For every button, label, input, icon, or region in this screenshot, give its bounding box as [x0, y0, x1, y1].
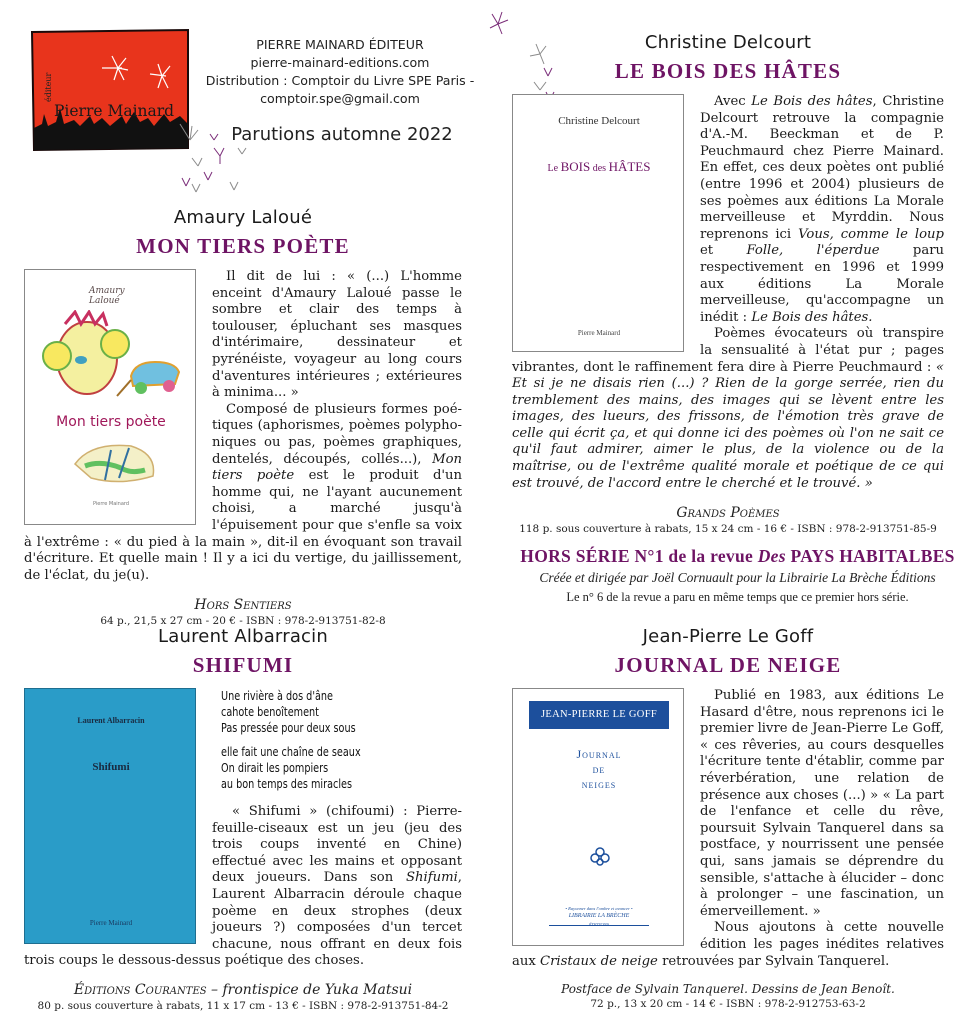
poem-stanza: Une rivière à dos d'âne cahote benoîtement Pas pressée pour deux sous [221, 688, 356, 735]
seed-icon [192, 184, 200, 192]
book-title: MON TIERS POÈTE [136, 234, 350, 258]
seed-icon [192, 158, 202, 166]
poem-excerpt [221, 688, 428, 792]
cover-title: Journal de neiges [576, 747, 622, 791]
collection-name: Grands Poèmes [676, 505, 780, 522]
cover-publisher: Pierre Mainard [89, 919, 133, 927]
book-cover[interactable] [512, 94, 684, 352]
publisher-website[interactable]: pierre-mainard-editions.com [250, 55, 430, 70]
book-section-delcourt [512, 30, 944, 535]
seed-icon [180, 124, 198, 140]
description-paragraph: Publié en 1983, aux éditions Le Hasard d'être, nous reprenons ici le premier livre de Jean-Pierre Le Goff, « ces rêveries, au cours desquelles l'écriture tente d'établir, comme par réverbération, une relation de présence aux choses (...) » « La part de l'enfance et celle du rêve, poursuit Sylvain Tanquerel dans sa postface, y nourrissent une pensée qui, sans jamais se déprendre du sensible, s'attache à élucider – donc à prolonger – une fascination, un émerveillement. » [700, 688, 944, 919]
hors-serie-title: HORS SÉRIE N°1 de la revue Des PAYS HABITALBES [520, 546, 955, 566]
cover-imprint-sub: ÉDITIONS [589, 922, 609, 927]
cover-title: Shifumi [92, 761, 130, 773]
collection-name: Éditions Courantes – frontispice de Yuka Matsui [73, 981, 413, 998]
cover-title: Le BOIS des HÂTES [547, 159, 651, 174]
book-author: Jean-Pierre Le Goff [642, 626, 814, 647]
poem-stanza: elle fait une chaîne de seaux On dirait les pompiers au bon temps des miracles [221, 744, 361, 791]
book-description [24, 688, 462, 970]
book-specs: 118 p. sous couverture à rabats, 15 x 24 cm - 16 € - ISBN : 978-2-913751-85-9 [519, 523, 937, 536]
book-cover[interactable] [24, 269, 196, 525]
book-title: JOURNAL DE NEIGE [614, 653, 842, 677]
book-specs: 64 p., 21,5 x 27 cm - 20 € - ISBN : 978-2-913751-82-8 [100, 615, 386, 628]
seed-icon [204, 172, 212, 180]
book-title: LE BOIS DES HÂTES [614, 59, 842, 83]
hors-serie-subtitle: Créée et dirigée par Joël Cornuault pour la Librairie La Brèche Éditions [539, 570, 936, 585]
publisher-info [190, 36, 490, 108]
book-description [512, 94, 944, 492]
hors-serie-note: Le n° 6 de la revue a paru en même temps que ce premier hors série. [566, 590, 909, 604]
book-cover[interactable] [512, 688, 684, 946]
book-section-laloue [24, 205, 462, 627]
seed-icon [490, 12, 508, 34]
book-cover[interactable] [24, 688, 196, 944]
collection-name: Hors Sentiers [194, 597, 292, 614]
description-paragraph: Nous ajoutons à cette nouvelle édition les pages inédites relatives aux Cristaux de neige retrouvées par Sylvain Tanquerel. [512, 920, 944, 969]
book-section-legoff [512, 624, 944, 1010]
cover-author: JEAN-PIERRE LE GOFF [529, 701, 669, 729]
description-paragraph: Poèmes évocateurs où transpire la sensualité à l'état pur ; pages vibrantes, dont le raffinement fera dire à Pierre Peuchmaurd : « Et si je ne disais rien (...) ? Rien de la gorge serrée, rien du tremblement des mains, des images qui se lèvent entre les images, des lueurs, des frissons, de l'émotion très grave de celle qui écrit ça, et qui donne ici des poèmes où l'on ne sait ce qu'il faut admirer, aimer le plus, de la violence ou de la maîtrise, ou de l'extrême qualité morale et poétique de ce qui est trouvé, de l'accord entre le cherché et le trouvé. » [512, 326, 944, 491]
book-specs: 72 p., 13 x 20 cm - 14 € - ISBN : 978-2-912753-63-2 [590, 998, 866, 1011]
cover-publisher: Pierre Mainard [92, 501, 130, 507]
logo-name: Pierre Mainard [54, 102, 175, 120]
description-paragraph: Composé de plusieurs formes poétiques (aphorismes, poèmes polyphoniques ou pas, poèmes graphiques, dentelés, découpés, collés...), Mon tiers poète est le produit d'un homme qui, ne l'ayant aucunement choisi, a marché jusqu'à l'épuisement pour que s'enfle sa voix à l'extrême : « du pied à la main », dit-il en évoquant son travail d'écriture. Et quelle main ! Il y a ici du vertige, du jaillissement, de l'éclat, du je(u). [24, 401, 463, 583]
seed-icon [182, 178, 190, 186]
cover-imprint: LIBRAIRIE LA BRÈCHE [549, 908, 649, 926]
book-author: Amaury Laloué [173, 207, 313, 228]
book-author: Christine Delcourt [644, 32, 812, 53]
seed-icon [210, 134, 218, 140]
description-paragraph: Il dit de lui : « (...) L'homme enceint d'Amaury Laloué passe le sombre et clair des temps à toulouser, épluchant ses masques d'intérimaire, dessinateur et pyrénéiste, voyageur au long cours d'aventures intérieures ; extérieures à minima... » [212, 269, 462, 401]
distribution-info: Distribution : Comptoir du Livre SPE Paris - [205, 73, 475, 88]
book-title: SHIFUMI [192, 653, 294, 677]
book-description [24, 269, 462, 584]
cover-author: Amaury Laloué [89, 286, 125, 306]
cover-illustration [35, 310, 185, 400]
cover-author: Christine Delcourt [558, 115, 640, 127]
season-heading: Parutions automne 2022 [231, 124, 453, 145]
seed-icon [230, 182, 238, 190]
cover-author: Laurent Albarracin [77, 716, 145, 725]
cover-publisher: Pierre Mainard [577, 329, 621, 337]
book-section-albarracin [24, 624, 462, 1012]
book-specs: 80 p. sous couverture à rabats, 11 x 17 cm - 13 € - ISBN : 978-2-913751-84-2 [37, 999, 449, 1012]
snowflake-emblem-icon [589, 845, 611, 867]
cover-title: Mon tiers poète [56, 414, 166, 430]
description-paragraph: Avec Le Bois des hâtes, Christine Delcourt retrouve la compagnie d'A.-M. Beeckman et de P. Peuchmaurd chez Pierre Mainard. En effet, ces deux poètes ont publié (entre 1996 et 2004) plusieurs de ses poèmes aux éditions La Morale merveilleuse et Myrddin. Nous reprenons ici Vous, comme le loup et Folle, l'éperdue paru respectivement en 1996 et 1999 aux éditions La Morale merveilleuse, qu'accompagne un inédit : Le Bois des hâtes. [700, 94, 945, 325]
cover-motto: • Rayonner dans l'ombre et avancer • [565, 906, 633, 911]
seeds-decoration [176, 120, 266, 204]
cover-illustration [71, 440, 161, 486]
logo-small-label: éditeur [44, 72, 53, 102]
book-description [512, 688, 944, 970]
contact-email[interactable]: comptoir.spe@gmail.com [260, 91, 420, 106]
seed-icon [214, 148, 224, 164]
book-author: Laurent Albarracin [158, 626, 328, 647]
seed-icon [238, 148, 246, 154]
publisher-logo [30, 28, 190, 152]
description-paragraph: « Shifumi » (chifoumi) : Pierre-feuille-ciseaux est un jeu (jeu des trois coups inventé en Chine) effectué avec les mains et opposant deux joueurs. Dans son Shifumi, Laurent Albarracin déroule chaque poème en deux strophes (deux joueurs ?) composées d'un tercet chacune, nous offrant en deux fois trois coups le dessous-dessus poétique des choses. [24, 804, 462, 969]
hors-serie-announcement [500, 546, 975, 605]
publisher-name: PIERRE MAINARD ÉDITEUR [256, 37, 424, 52]
book-credits: Postface de Sylvain Tanquerel. Dessins de Jean Benoît. [561, 982, 895, 997]
logo-artwork [30, 28, 190, 152]
